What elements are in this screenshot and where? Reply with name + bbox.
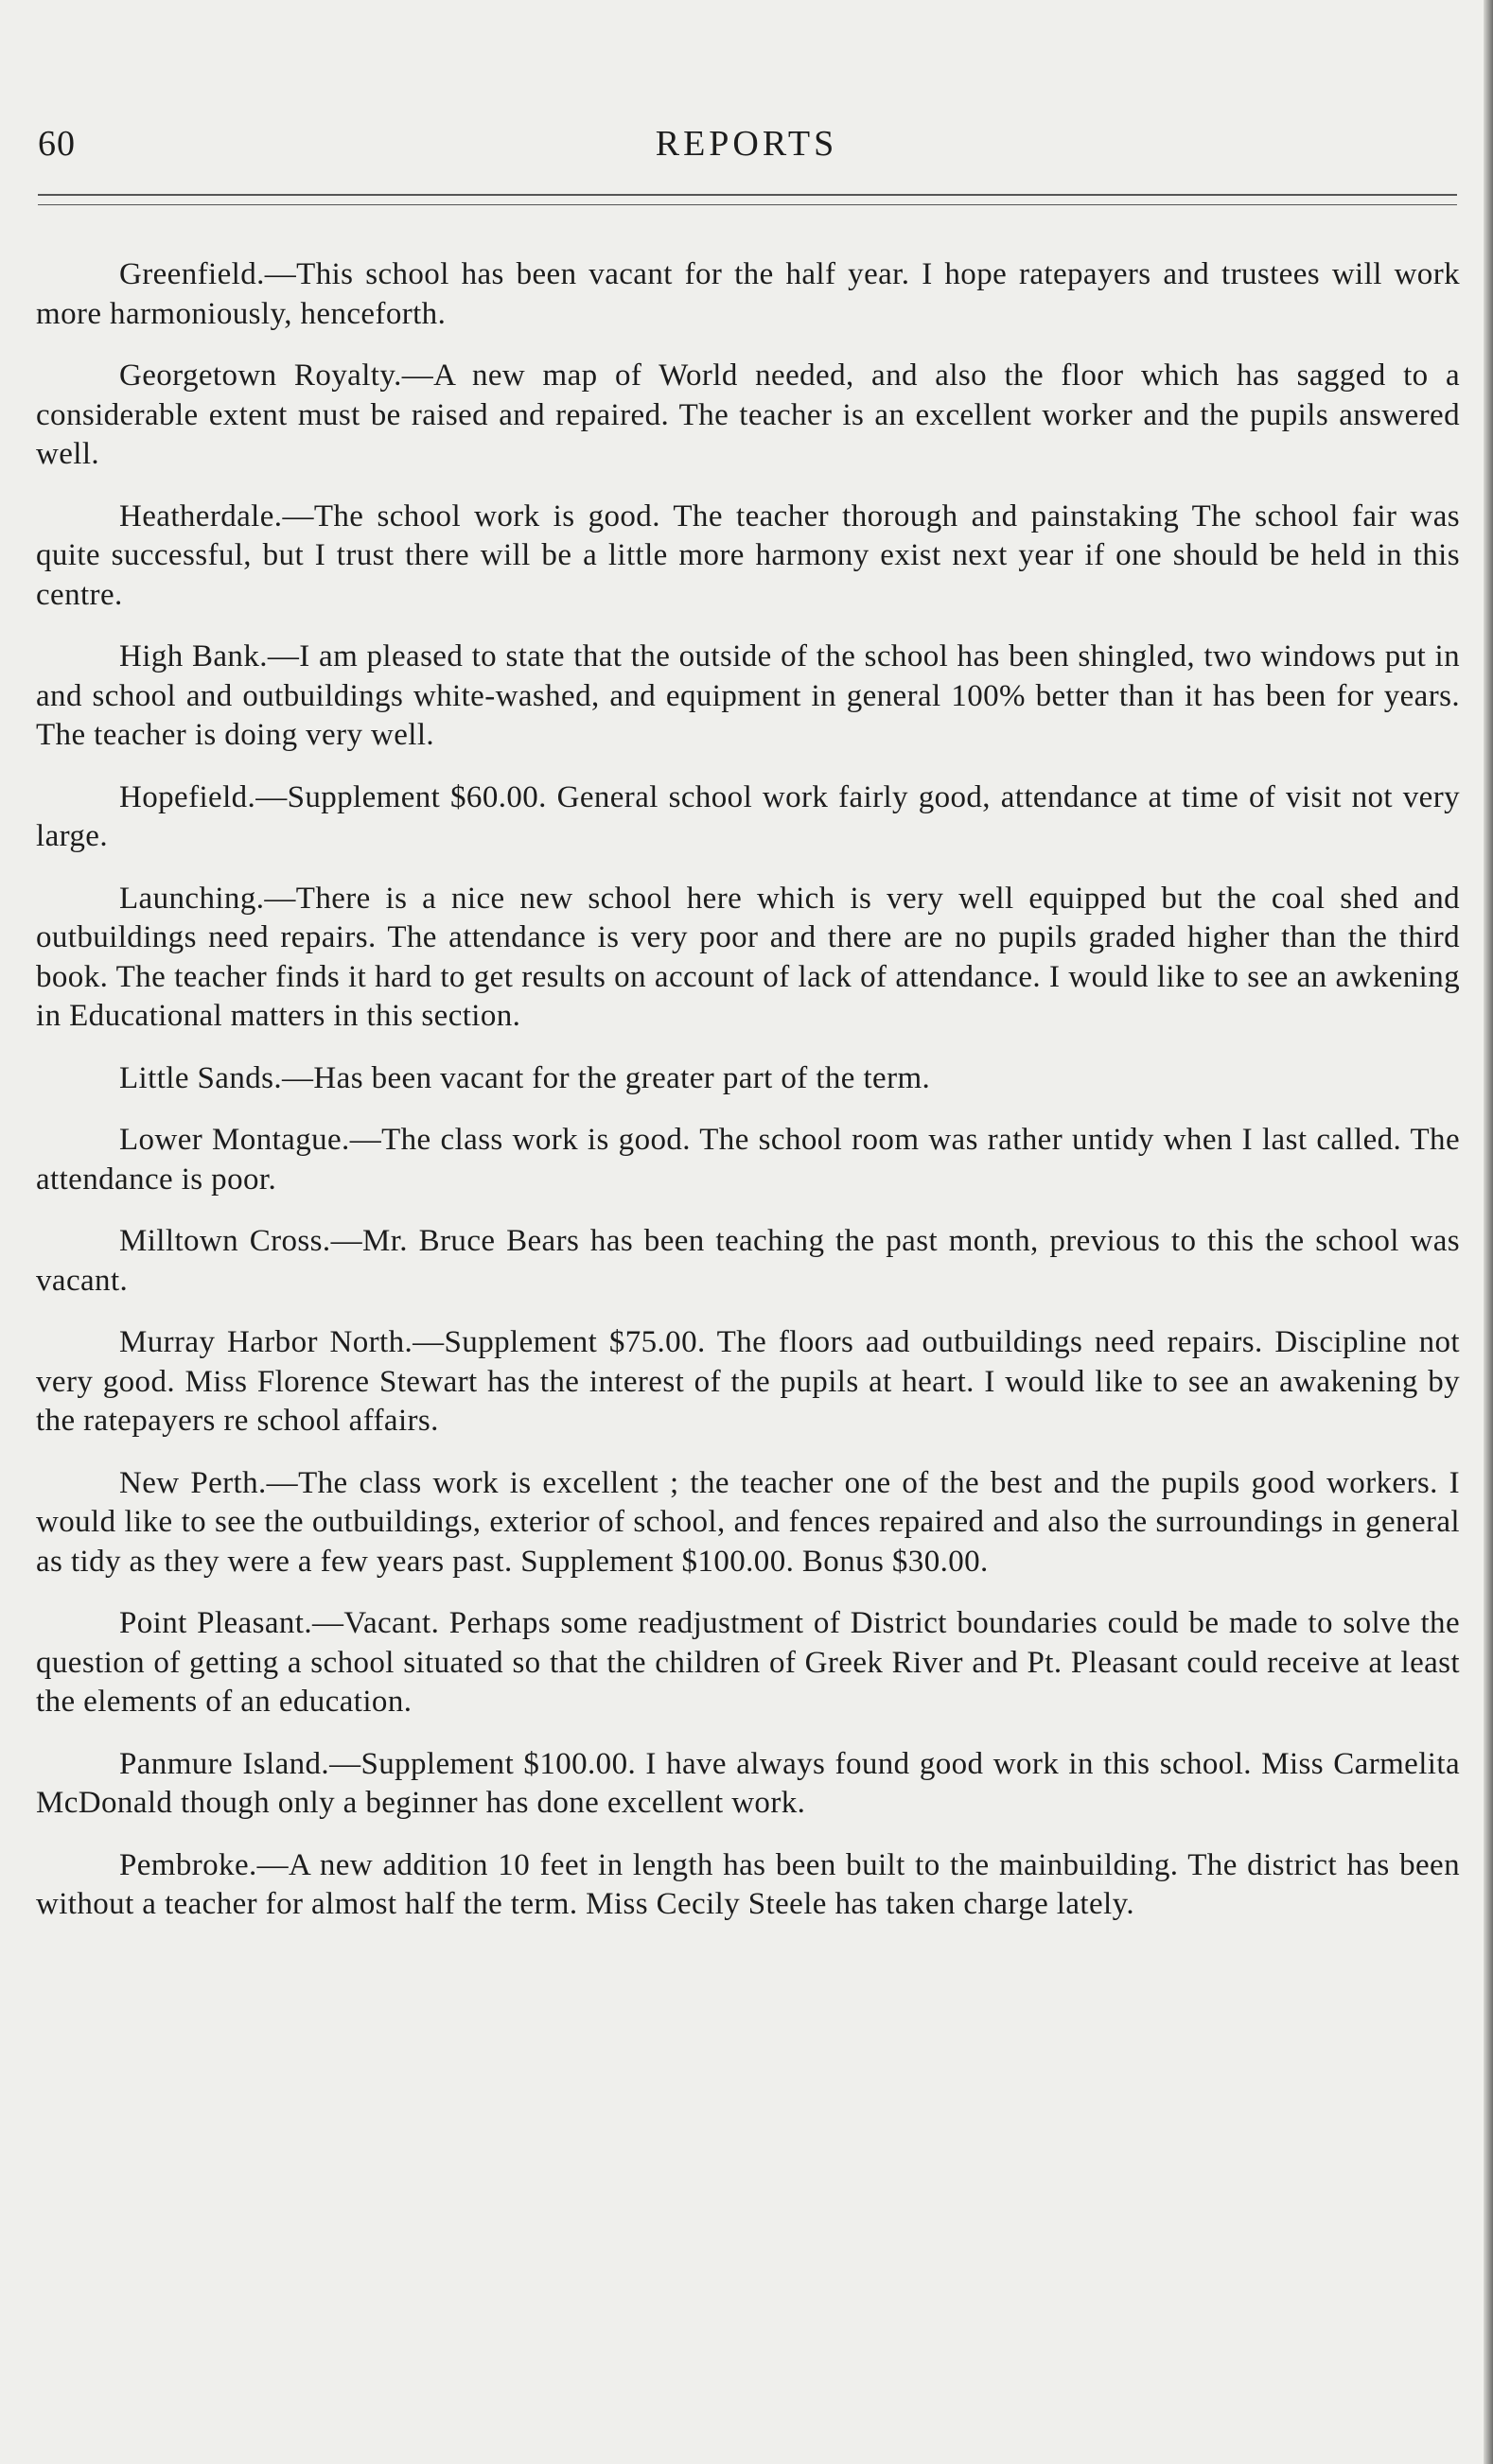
running-title: REPORTS: [655, 124, 838, 164]
entry-hopefield: Hopefield.—Supplement $60.00. General school work fairly good, attendance at time of visit not very large.: [36, 779, 1460, 853]
entry-milltown-cross: Milltown Cross.—Mr. Bruce Bears has been teaching the past month, previous to this the school was vacant.: [36, 1224, 1460, 1298]
entry-panmure-island: Panmure Island.—Supplement $100.00. I have always found good work in this school. Miss Carmelita McDonald though only a beginner has done excellent work.: [36, 1746, 1460, 1820]
entry-pembroke: Pembroke.—A new addition 10 feet in length has been built to the mainbuilding. The district has been without a teacher for almost half the term. Miss Cecily Steele has taken charge lately.: [36, 1847, 1460, 1921]
entry-heatherdale: Heatherdale.—The school work is good. The teacher thorough and painstaking The school fair was quite successful, but I trust there will be a little more harmony exist next year if one should be held in this centre.: [36, 498, 1460, 612]
entry-greenfield: Greenfield.—This school has been vacant for the half year. I hope ratepayers and trustees will work more harmoniously, henceforth.: [36, 257, 1460, 331]
entry-point-pleasant: Point Pleasant.—Vacant. Perhaps some readjustment of District boundaries could be made to solve the question of getting a school situated so that the children of Greek River and Pt. Pleasant could receive at least the elements of an education.: [36, 1606, 1460, 1719]
entry-high-bank: High Bank.—I am pleased to state that the outside of the school has been shingled, two windows put in and school and outbuildings white-washed, and equipment in general 100% better than it has been for years. The teacher is doing very well.: [36, 639, 1460, 752]
entry-new-perth: New Perth.—The class work is excellent ; the teacher one of the best and the pupils good workers. I would like to see the outbuildings, exterior of school, and fences repaired and also the surroundings in general as tidy as they were a few years past. Supplement $100.00. Bonus $30.00.: [36, 1465, 1460, 1579]
header-rule-bottom: [38, 204, 1457, 205]
entry-murray-harbor-north: Murray Harbor North.—Supplement $75.00. The floors aad outbuildings need repairs. Discipline not very good. Miss Florence Stewart has the interest of the pupils at heart. I would like to see an awakening by the ratepayers re school affairs.: [36, 1325, 1460, 1438]
entry-lower-montague: Lower Montague.—The class work is good. The school room was rather untidy when I last called. The attendance is poor.: [36, 1123, 1460, 1197]
header-rule-top: [38, 194, 1457, 196]
entry-launching: Launching.—There is a nice new school here which is very well equipped but the coal shed and outbuildings need repairs. The attendance is very poor and there are no pupils graded higher than the third book. The teacher finds it hard to get results on account of lack of attendance. I would like to see an awkening in Educational matters in this section.: [36, 881, 1460, 1033]
entry-little-sands: Little Sands.—Has been vacant for the greater part of the term.: [119, 1060, 931, 1095]
entry-georgetown-royalty: Georgetown Royalty.—A new map of World needed, and also the floor which has sagged to a considerable extent must be raised and repaired. The teacher is an excellent worker and the pupils answered well.: [36, 358, 1460, 471]
page-edge-shadow: [1484, 0, 1493, 2464]
report-body: [36, 255, 1460, 1948]
page-number: 60: [38, 124, 76, 164]
